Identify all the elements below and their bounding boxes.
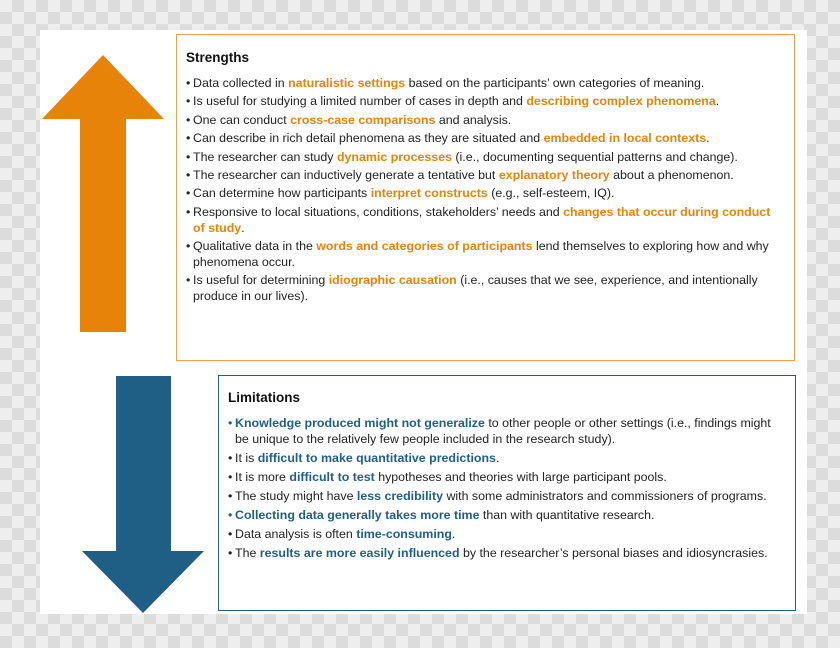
limitation-text: It is more: [235, 469, 290, 484]
limitation-item: [228, 508, 785, 524]
limitations-title: Limitations: [228, 390, 301, 405]
bullet-icon: •: [186, 76, 191, 90]
strength-text: based on the participants’ own categories of meaning.: [405, 76, 705, 90]
bullet-icon: •: [228, 469, 233, 484]
limitation-item: [228, 546, 785, 562]
strength-highlight: cross-case comparisons: [290, 112, 436, 127]
bullet-icon: •: [186, 131, 191, 146]
strength-highlight: explanatory theory: [498, 167, 610, 182]
strength-text: about a phenomenon.: [609, 167, 734, 182]
strength-text: (i.e., causes that we see, experience, and intentionally produce in our lives).: [193, 273, 758, 303]
strength-text: and analysis.: [435, 112, 512, 127]
arrow-down-icon: [80, 376, 206, 614]
strength-item: [186, 94, 784, 110]
limitation-text: Data analysis is often: [235, 526, 357, 541]
strength-item: [186, 168, 784, 184]
limitation-text: The study might have: [235, 488, 357, 503]
strength-text: (i.e., documenting sequential patterns and change).: [451, 149, 738, 164]
limitation-text: to other people or other settings (i.e., findings might be unique to the relatively few people included in the research study).: [235, 416, 771, 446]
strength-text: Is useful for determining: [193, 273, 329, 288]
slide: [40, 30, 807, 614]
strength-highlight: idiographic causation: [328, 273, 457, 288]
bullet-icon: •: [228, 526, 233, 541]
limitation-highlight: less credibility: [356, 488, 443, 503]
strengths-panel: [176, 34, 795, 361]
strength-item: [186, 186, 784, 202]
limitation-item: [228, 451, 785, 467]
strength-item: [186, 273, 784, 305]
bullet-icon: •: [186, 149, 191, 164]
strength-item: [186, 150, 784, 166]
bullet-icon: •: [186, 186, 191, 201]
limitation-item: [228, 416, 785, 448]
strength-item: [186, 113, 784, 129]
strength-highlight: dynamic processes: [336, 149, 452, 164]
bullet-icon: •: [186, 112, 191, 127]
bullet-icon: •: [228, 488, 233, 503]
strength-text: The researcher can inductively generate a tentative but: [193, 167, 499, 182]
limitation-text: .: [451, 526, 456, 541]
limitation-text: with some administrators and commissioners of programs.: [443, 488, 767, 503]
bullet-icon: •: [228, 450, 233, 465]
strength-highlight: words and categories of participants: [316, 238, 533, 253]
bullet-icon: •: [186, 94, 191, 109]
bullet-icon: •: [186, 204, 191, 219]
strength-text: lend themselves to exploring how and why phenomena occur.: [193, 238, 769, 269]
strength-item: [186, 205, 784, 237]
strengths-title: Strengths: [186, 50, 250, 65]
limitations-list: [228, 416, 785, 562]
limitation-item: [228, 527, 785, 543]
limitation-highlight: difficult to test: [289, 469, 375, 484]
limitation-text: hypotheses and theories with large participant pools.: [374, 469, 667, 484]
limitation-highlight: Collecting data generally takes more time: [235, 507, 480, 522]
strengths-list: [186, 76, 784, 305]
strength-item: [186, 76, 784, 92]
strength-highlight: describing complex phenomena: [526, 94, 716, 109]
strength-text: Can determine how participants: [193, 186, 371, 201]
strength-text: Data collected in: [193, 76, 289, 90]
strength-highlight: interpret constructs: [370, 186, 488, 201]
limitation-text: than with quantitative research.: [479, 507, 655, 522]
strength-highlight: changes that occur during conduct of study: [193, 204, 771, 235]
strength-text: (e.g., self-esteem, IQ).: [487, 186, 615, 201]
limitation-item: [228, 470, 785, 486]
strength-text: Is useful for studying a limited number of cases in depth and: [193, 94, 527, 109]
strength-item: [186, 131, 784, 147]
strength-text: Qualitative data in the: [193, 238, 317, 253]
limitation-highlight: difficult to make quantitative predictions: [257, 450, 496, 465]
strength-text: .: [715, 94, 720, 109]
bullet-icon: •: [228, 545, 233, 560]
strength-highlight: embedded in local contexts: [543, 131, 707, 146]
strength-highlight: naturalistic settings: [288, 76, 406, 90]
limitation-text: by the researcher’s personal biases and idiosyncrasies.: [459, 545, 768, 560]
strength-text: Can describe in rich detail phenomena as they are situated and: [193, 131, 544, 146]
arrow-up-icon: [40, 55, 166, 333]
limitation-item: [228, 489, 785, 505]
limitation-highlight: Knowledge produced might not generalize: [235, 416, 485, 430]
strength-text: Responsive to local situations, conditions, stakeholders’ needs and: [193, 204, 564, 219]
limitation-text: It is: [235, 450, 258, 465]
bullet-icon: •: [186, 238, 191, 253]
strength-text: The researcher can study: [193, 149, 337, 164]
limitation-text: .: [495, 450, 500, 465]
limitation-highlight: time-consuming: [356, 526, 452, 541]
limitation-text: The: [235, 545, 260, 560]
bullet-icon: •: [186, 273, 191, 288]
bullet-icon: •: [186, 167, 191, 182]
bullet-icon: •: [228, 507, 233, 522]
limitations-panel: [218, 375, 796, 611]
bullet-icon: •: [228, 416, 233, 430]
strength-text: One can conduct: [193, 112, 291, 127]
strength-item: [186, 239, 784, 271]
strength-text: .: [241, 220, 245, 235]
strength-text: .: [706, 131, 710, 146]
limitation-highlight: results are more easily influenced: [259, 545, 460, 560]
